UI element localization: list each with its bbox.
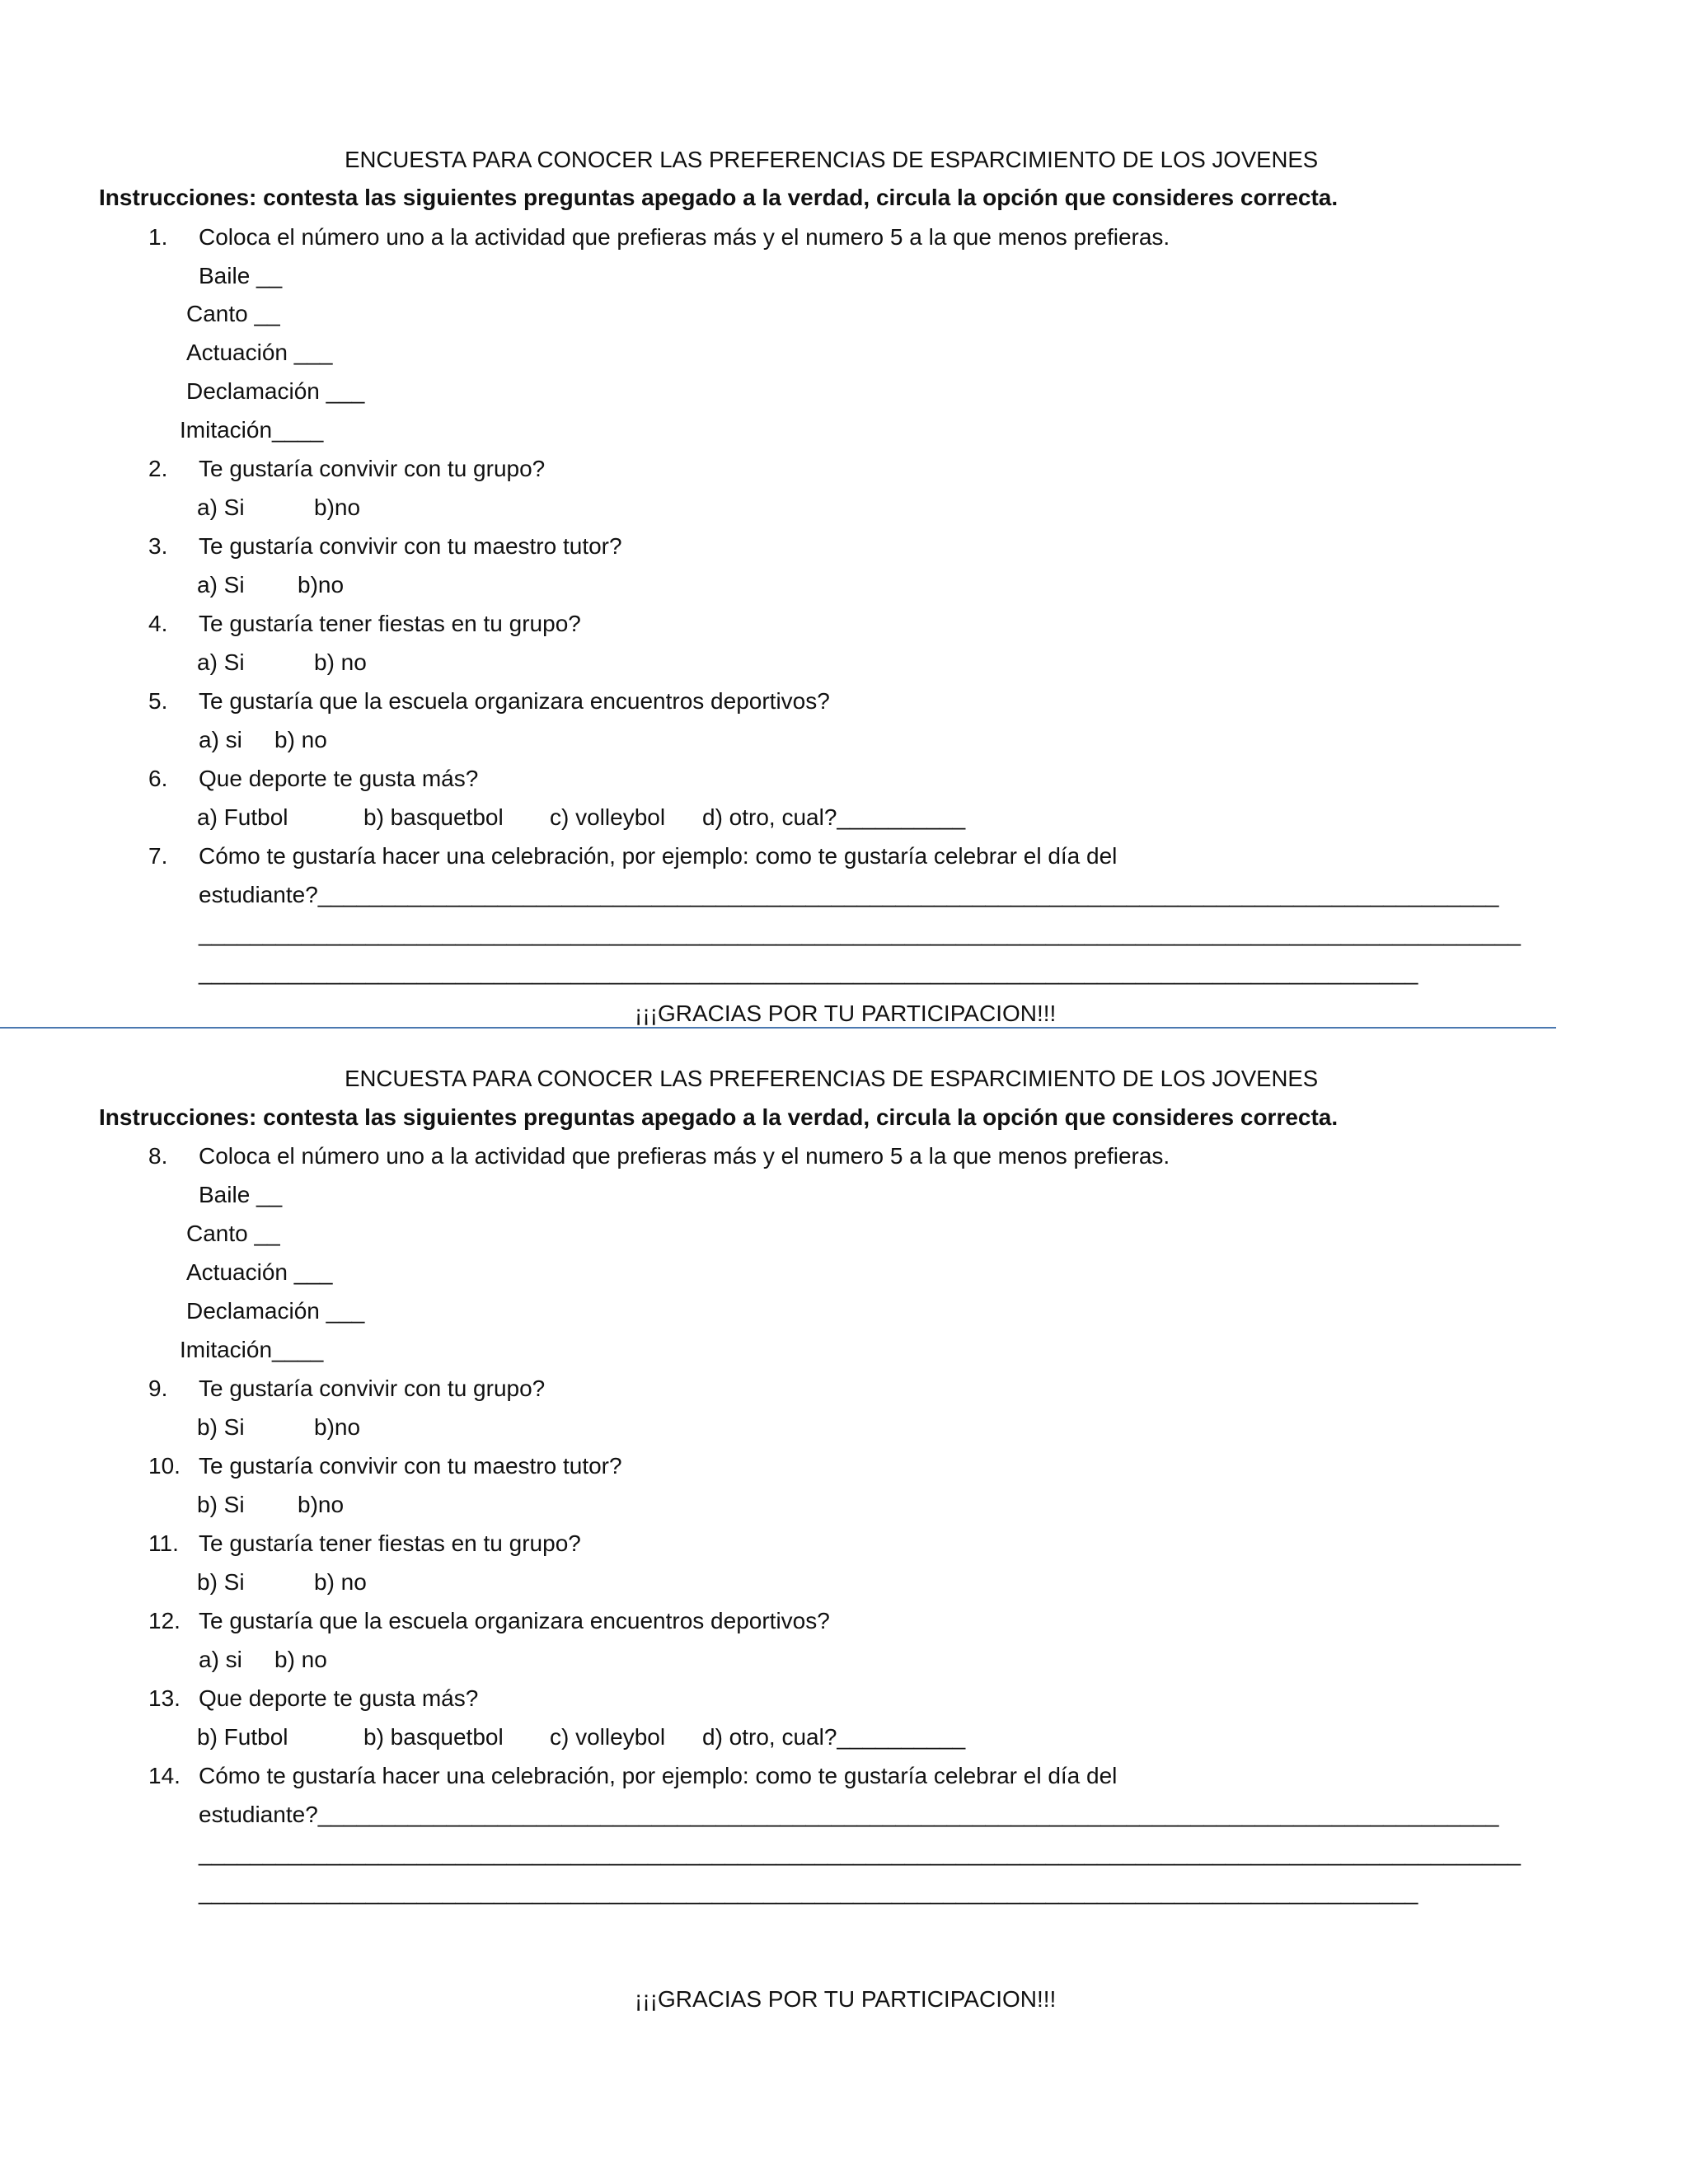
question-text: Te gustaría tener fiestas en tu grupo? xyxy=(199,611,581,636)
option-b: b)no xyxy=(314,494,361,520)
question-text: Te gustaría convivir con tu grupo? xyxy=(199,1376,546,1401)
section-divider xyxy=(0,1027,1556,1029)
option-b: b)no xyxy=(314,1414,361,1440)
question-number: 5. xyxy=(148,688,168,714)
question-text: Que deporte te gusta más? xyxy=(199,766,479,791)
option-a: a) Si xyxy=(197,649,245,675)
activity-item: Imitación____ xyxy=(180,417,324,443)
option-a: a) Futbol xyxy=(197,804,288,830)
instructions: Instrucciones: contesta las siguientes preguntas apegado a la verdad, circula la opción que consideres correcta. xyxy=(99,1104,1339,1130)
question-number: 1. xyxy=(148,224,168,250)
answer-line: estudiante?____________________________________________________________________________________________ xyxy=(199,882,1499,907)
answer-line: _______________________________________________________________________________________________________ xyxy=(199,1840,1521,1866)
option-a: a) Si xyxy=(197,572,245,598)
activity-item: Declamación ___ xyxy=(186,1298,365,1324)
question-number: 14. xyxy=(148,1763,181,1788)
answer-line: _______________________________________________________________________________________________ xyxy=(199,1879,1418,1905)
option-b: b) no xyxy=(274,727,327,752)
thanks-message: ¡¡¡GRACIAS POR TU PARTICIPACION!!! xyxy=(635,1001,1057,1026)
option-a: a) si xyxy=(199,1647,242,1672)
answer-line: _______________________________________________________________________________________________________ xyxy=(199,921,1521,946)
option-a: a) Si xyxy=(197,494,245,520)
activity-item: Canto __ xyxy=(186,1221,280,1246)
option-a: a) si xyxy=(199,727,242,752)
activity-item: Actuación ___ xyxy=(186,340,333,365)
question-text: Te gustaría convivir con tu grupo? xyxy=(199,456,546,481)
option-b: b)no xyxy=(298,1492,345,1517)
question-number: 4. xyxy=(148,611,168,636)
option-d: d) otro, cual?__________ xyxy=(702,804,966,830)
activity-item: Canto __ xyxy=(186,301,280,326)
question-number: 9. xyxy=(148,1376,168,1401)
question-number: 2. xyxy=(148,456,168,481)
question-text: Te gustaría convivir con tu maestro tutor? xyxy=(199,533,622,559)
answer-line: _______________________________________________________________________________________________ xyxy=(199,959,1418,985)
activity-item: Baile __ xyxy=(199,263,283,288)
option-b: b) basquetbol xyxy=(363,804,504,830)
question-number: 11. xyxy=(148,1530,179,1556)
question-text: Te gustaría convivir con tu maestro tutor? xyxy=(199,1453,622,1479)
question-text: Te gustaría que la escuela organizara encuentros deportivos? xyxy=(199,688,830,714)
question-number: 10. xyxy=(148,1453,181,1479)
question-text: Cómo te gustaría hacer una celebración, por ejemplo: como te gustaría celebrar el día del xyxy=(199,843,1118,869)
question-text: Te gustaría que la escuela organizara encuentros deportivos? xyxy=(199,1608,830,1633)
option-d: d) otro, cual?__________ xyxy=(702,1724,966,1750)
activity-item: Imitación____ xyxy=(180,1337,324,1362)
activity-item: Actuación ___ xyxy=(186,1259,333,1285)
question-number: 12. xyxy=(148,1608,181,1633)
activity-item: Baile __ xyxy=(199,1182,283,1207)
option-b: b) no xyxy=(274,1647,327,1672)
question-number: 3. xyxy=(148,533,168,559)
question-text: Coloca el número uno a la actividad que prefieras más y el numero 5 a la que menos prefieras. xyxy=(199,1143,1170,1169)
question-text: Te gustaría tener fiestas en tu grupo? xyxy=(199,1530,581,1556)
question-text: Cómo te gustaría hacer una celebración, por ejemplo: como te gustaría celebrar el día del xyxy=(199,1763,1118,1788)
thanks-message: ¡¡¡GRACIAS POR TU PARTICIPACION!!! xyxy=(635,1986,1057,2012)
question-number: 8. xyxy=(148,1143,168,1169)
activity-item: Declamación ___ xyxy=(186,378,365,404)
question-text: Que deporte te gusta más? xyxy=(199,1685,479,1711)
question-text: Coloca el número uno a la actividad que prefieras más y el numero 5 a la que menos prefieras. xyxy=(199,224,1170,250)
option-a: b) Si xyxy=(197,1569,245,1595)
option-c: c) volleybol xyxy=(550,1724,666,1750)
question-number: 7. xyxy=(148,843,168,869)
option-b: b) basquetbol xyxy=(363,1724,504,1750)
option-b: b) no xyxy=(314,649,367,675)
option-a: b) Futbol xyxy=(197,1724,288,1750)
survey-title: ENCUESTA PARA CONOCER LAS PREFERENCIAS DE ESPARCIMIENTO DE LOS JOVENES xyxy=(345,147,1319,172)
option-b: b)no xyxy=(298,572,345,598)
answer-line: estudiante?____________________________________________________________________________________________ xyxy=(199,1802,1499,1827)
option-c: c) volleybol xyxy=(550,804,666,830)
question-number: 13. xyxy=(148,1685,181,1711)
survey-title: ENCUESTA PARA CONOCER LAS PREFERENCIAS DE ESPARCIMIENTO DE LOS JOVENES xyxy=(345,1066,1319,1091)
instructions: Instrucciones: contesta las siguientes preguntas apegado a la verdad, circula la opción que consideres correcta. xyxy=(99,185,1339,210)
option-a: b) Si xyxy=(197,1492,245,1517)
option-a: b) Si xyxy=(197,1414,245,1440)
question-number: 6. xyxy=(148,766,168,791)
option-b: b) no xyxy=(314,1569,367,1595)
